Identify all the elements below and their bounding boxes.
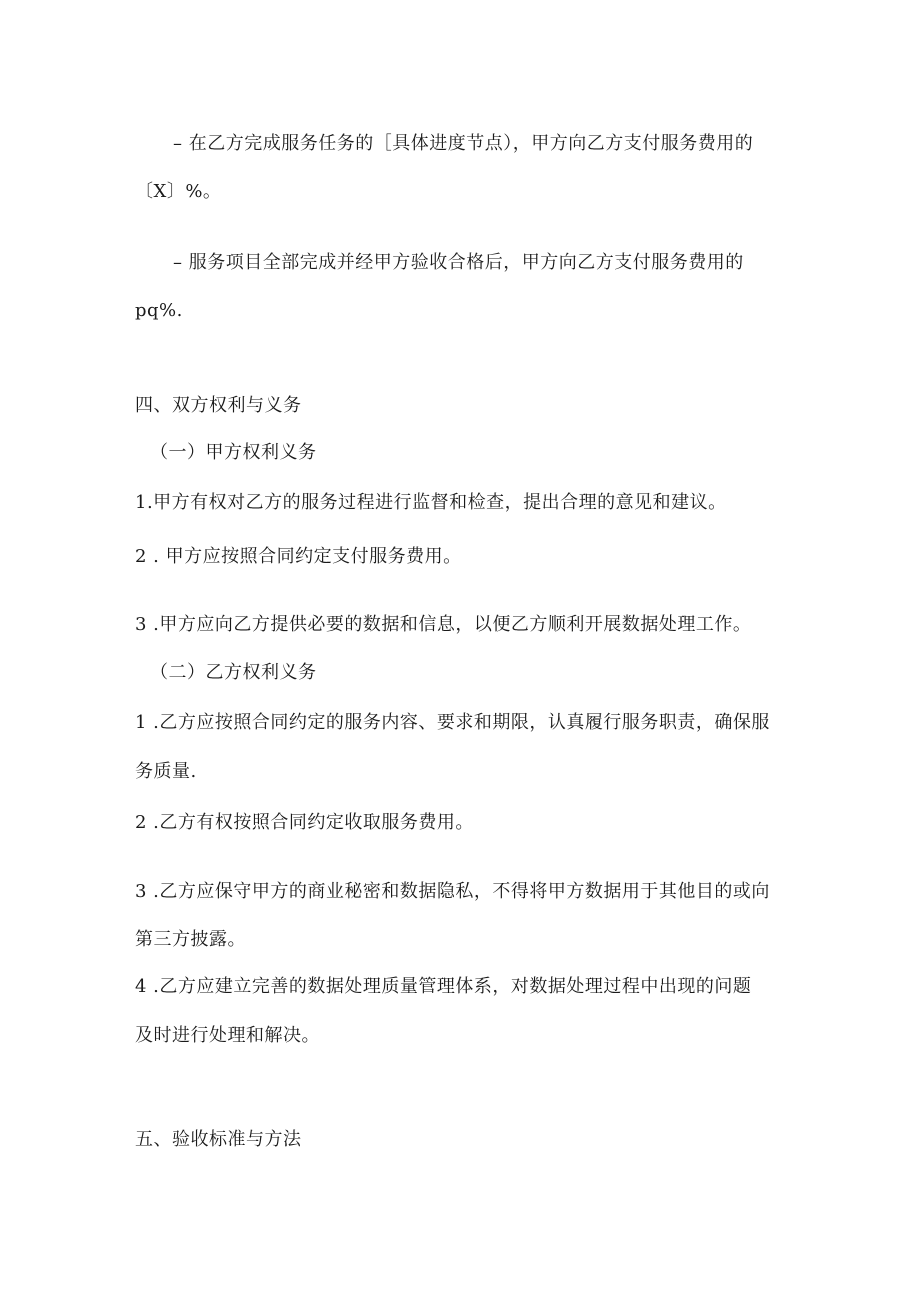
section-5-heading: 五、验收标准与方法 bbox=[135, 1129, 302, 1150]
party-a-item-2: 2 . 甲方应按照合同约定支付服务费用。 bbox=[135, 546, 462, 567]
party-a-item-1: 1.甲方有权对乙方的服务过程进行监督和检查，提出合理的意见和建议。 bbox=[135, 492, 727, 513]
party-b-item-3-line-2: 第三方披露。 bbox=[135, 929, 246, 950]
party-b-heading: （二）乙方权利义务 bbox=[150, 662, 317, 683]
party-b-item-4-line-1: 4 .乙方应建立完善的数据处理质量管理体系，对数据处理过程中出现的问题 bbox=[135, 976, 752, 997]
party-a-heading: （一）甲方权利义务 bbox=[150, 442, 317, 463]
payment-item-1-line-2: 〔X〕%。 bbox=[135, 181, 222, 202]
party-b-item-4-line-2: 及时进行处理和解决。 bbox=[135, 1025, 320, 1046]
party-b-item-2: 2 .乙方有权按照合同约定收取服务费用。 bbox=[135, 812, 474, 833]
payment-item-2-line-2: pq%. bbox=[135, 300, 183, 321]
party-b-item-1-line-1: 1 .乙方应按照合同约定的服务内容、要求和期限，认真履行服务职责，确保服 bbox=[135, 712, 770, 733]
party-b-item-3-line-1: 3 .乙方应保守甲方的商业秘密和数据隐私，不得将甲方数据用于其他目的或向 bbox=[135, 881, 770, 902]
party-a-item-3: 3 .甲方应向乙方提供必要的数据和信息，以便乙方顺利开展数据处理工作。 bbox=[135, 614, 752, 635]
payment-item-2-line-1: – 服务项目全部完成并经甲方验收合格后，甲方向乙方支付服务费用的 bbox=[173, 252, 744, 273]
section-4-heading: 四、双方权利与义务 bbox=[135, 395, 302, 416]
party-b-item-1-line-2: 务质量. bbox=[135, 761, 197, 782]
payment-item-1-line-1: – 在乙方完成服务任务的［具体进度节点），甲方向乙方支付服务费用的 bbox=[173, 133, 754, 154]
